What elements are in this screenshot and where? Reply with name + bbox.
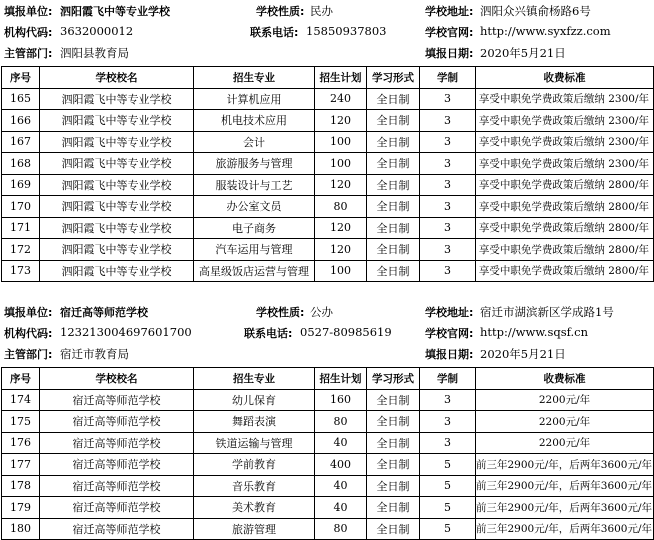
row-plan: 80: [315, 518, 367, 540]
row-major: 计算机应用: [194, 88, 315, 110]
row-major: 高星级饭店运营与管理: [194, 260, 315, 282]
row-no: 178: [2, 475, 40, 497]
row-plan: 120: [315, 217, 367, 239]
dept-label: 主管部门:: [4, 348, 53, 361]
row-school: 宿迁高等师范学校: [40, 432, 194, 454]
row-form: 全日制: [367, 475, 420, 497]
row-fee: 前三年2900元/年，后两年3600元/年: [476, 475, 654, 497]
address-value: 宿迁市湖滨新区学成路1号: [480, 305, 614, 319]
row-major: 电子商务: [194, 217, 315, 239]
row-no: 176: [2, 432, 40, 454]
row-major: 音乐教育: [194, 475, 315, 497]
row-major: 机电技术应用: [194, 110, 315, 132]
row-form: 全日制: [367, 88, 420, 110]
row-major: 旅游服务与管理: [194, 153, 315, 175]
header-form: 学习形式: [367, 368, 420, 390]
table-row: [2, 518, 654, 540]
row-no: 177: [2, 454, 40, 476]
table-row: [2, 475, 654, 497]
header-years: 学制: [420, 67, 476, 89]
code-label: 机构代码:: [4, 327, 53, 340]
table-body-1: [2, 88, 654, 282]
header-school: 学校校名: [40, 368, 194, 390]
header-school: 学校校名: [40, 67, 194, 89]
table-row: [2, 153, 654, 175]
row-school: 宿迁高等师范学校: [40, 454, 194, 476]
header-plan: 招生计划: [315, 67, 367, 89]
row-fee: 享受中职免学费政策后缴纳 2800/年: [476, 239, 654, 261]
header-no: 序号: [2, 368, 40, 390]
dept-value: 宿迁市教育局: [60, 347, 129, 361]
row-fee: 前三年2900元/年，后两年3600元/年: [476, 497, 654, 519]
date-value: 2020年5月21日: [480, 46, 566, 60]
table-row: [2, 389, 654, 411]
table-header-row: [2, 67, 654, 89]
row-plan: 120: [315, 239, 367, 261]
table-row: [2, 217, 654, 239]
website-value: http://www.sqsf.cn: [480, 325, 588, 339]
row-fee: 享受中职免学费政策后缴纳 2800/年: [476, 217, 654, 239]
row-major: 学前教育: [194, 454, 315, 476]
row-school: 泗阳霞飞中等专业学校: [40, 110, 194, 132]
row-plan: 100: [315, 153, 367, 175]
row-form: 全日制: [367, 110, 420, 132]
phone-value: 0527-80985619: [300, 325, 392, 339]
row-no: 175: [2, 411, 40, 433]
row-years: 3: [420, 110, 476, 132]
header-form: 学习形式: [367, 67, 420, 89]
row-fee: 2200元/年: [476, 432, 654, 454]
row-form: 全日制: [367, 217, 420, 239]
row-fee: 前三年2900元/年，后两年3600元/年: [476, 454, 654, 476]
row-plan: 240: [315, 88, 367, 110]
row-form: 全日制: [367, 153, 420, 175]
dept-label: 主管部门:: [4, 47, 53, 60]
row-major: 服装设计与工艺: [194, 174, 315, 196]
row-school: 泗阳霞飞中等专业学校: [40, 153, 194, 175]
row-school: 宿迁高等师范学校: [40, 518, 194, 540]
header-fee: 收费标准: [476, 67, 654, 89]
address-label: 学校地址:: [425, 306, 474, 319]
row-fee: 享受中职免学费政策后缴纳 2800/年: [476, 196, 654, 218]
row-form: 全日制: [367, 131, 420, 153]
row-major: 舞蹈表演: [194, 411, 315, 433]
row-years: 5: [420, 497, 476, 519]
row-major: 幼儿保育: [194, 389, 315, 411]
table-row: [2, 110, 654, 132]
row-fee: 前三年2900元/年，后两年3600元/年: [476, 518, 654, 540]
school-info-1: [0, 0, 654, 66]
row-form: 全日制: [367, 432, 420, 454]
unit-value: 泗阳霞飞中等专业学校: [60, 5, 170, 18]
table-row: [2, 411, 654, 433]
row-no: 165: [2, 88, 40, 110]
table-row: [2, 88, 654, 110]
date-label: 填报日期:: [425, 348, 474, 361]
unit-label: 填报单位:: [4, 5, 53, 18]
unit-value: 宿迁高等师范学校: [60, 306, 148, 319]
enrollment-table-1: [1, 66, 654, 282]
code-label: 机构代码:: [4, 26, 53, 39]
row-no: 168: [2, 153, 40, 175]
header-fee: 收费标准: [476, 368, 654, 390]
row-fee: 享受中职免学费政策后缴纳 2800/年: [476, 260, 654, 282]
row-major: 汽车运用与管理: [194, 239, 315, 261]
unit-label: 填报单位:: [4, 306, 53, 319]
table-row: [2, 260, 654, 282]
table-row: [2, 196, 654, 218]
row-school: 泗阳霞飞中等专业学校: [40, 88, 194, 110]
row-school: 泗阳霞飞中等专业学校: [40, 196, 194, 218]
website-value: http://www.syxfzz.com: [480, 24, 611, 38]
row-form: 全日制: [367, 454, 420, 476]
row-form: 全日制: [367, 497, 420, 519]
row-years: 3: [420, 196, 476, 218]
school-info-2: [0, 301, 654, 367]
header-plan: 招生计划: [315, 368, 367, 390]
row-years: 3: [420, 389, 476, 411]
row-plan: 400: [315, 454, 367, 476]
row-no: 167: [2, 131, 40, 153]
row-plan: 80: [315, 411, 367, 433]
row-no: 173: [2, 260, 40, 282]
row-plan: 80: [315, 196, 367, 218]
row-major: 办公室文员: [194, 196, 315, 218]
row-years: 3: [420, 432, 476, 454]
row-fee: 享受中职免学费政策后缴纳 2300/年: [476, 131, 654, 153]
row-form: 全日制: [367, 389, 420, 411]
table-row: [2, 432, 654, 454]
table-row: [2, 497, 654, 519]
row-plan: 100: [315, 131, 367, 153]
row-form: 全日制: [367, 239, 420, 261]
school-block-2: [0, 301, 654, 540]
row-major: 会计: [194, 131, 315, 153]
row-major: 旅游管理: [194, 518, 315, 540]
row-fee: 享受中职免学费政策后缴纳 2800/年: [476, 174, 654, 196]
nature-label: 学校性质:: [256, 5, 305, 18]
row-no: 180: [2, 518, 40, 540]
nature-value: 民办: [310, 4, 333, 18]
row-form: 全日制: [367, 518, 420, 540]
row-major: 美术教育: [194, 497, 315, 519]
enrollment-table-2: [1, 367, 654, 540]
row-plan: 100: [315, 260, 367, 282]
date-value: 2020年5月21日: [480, 347, 566, 361]
row-no: 179: [2, 497, 40, 519]
table-row: [2, 174, 654, 196]
nature-label: 学校性质:: [256, 306, 305, 319]
row-fee: 享受中职免学费政策后缴纳 2300/年: [476, 88, 654, 110]
row-years: 5: [420, 518, 476, 540]
date-label: 填报日期:: [425, 47, 474, 60]
row-no: 174: [2, 389, 40, 411]
row-plan: 40: [315, 497, 367, 519]
table-header-row: [2, 368, 654, 390]
row-years: 3: [420, 411, 476, 433]
code-value: 3632000012: [60, 24, 134, 38]
row-plan: 120: [315, 174, 367, 196]
header-major: 招生专业: [194, 67, 315, 89]
row-years: 3: [420, 88, 476, 110]
row-no: 172: [2, 239, 40, 261]
row-years: 3: [420, 174, 476, 196]
row-plan: 40: [315, 432, 367, 454]
phone-value: 15850937803: [306, 24, 387, 38]
row-no: 166: [2, 110, 40, 132]
row-school: 泗阳霞飞中等专业学校: [40, 217, 194, 239]
row-no: 171: [2, 217, 40, 239]
table-row: [2, 131, 654, 153]
row-school: 泗阳霞飞中等专业学校: [40, 131, 194, 153]
row-fee: 2200元/年: [476, 389, 654, 411]
row-major: 铁道运输与管理: [194, 432, 315, 454]
code-value: 123213004697601700: [60, 325, 192, 339]
header-no: 序号: [2, 67, 40, 89]
row-school: 宿迁高等师范学校: [40, 411, 194, 433]
row-form: 全日制: [367, 196, 420, 218]
table-body-2: [2, 389, 654, 540]
row-years: 3: [420, 131, 476, 153]
row-form: 全日制: [367, 174, 420, 196]
address-label: 学校地址:: [425, 5, 474, 18]
row-school: 泗阳霞飞中等专业学校: [40, 239, 194, 261]
phone-label: 联系电话:: [244, 327, 293, 340]
row-school: 泗阳霞飞中等专业学校: [40, 174, 194, 196]
row-form: 全日制: [367, 260, 420, 282]
header-major: 招生专业: [194, 368, 315, 390]
row-school: 宿迁高等师范学校: [40, 475, 194, 497]
row-no: 170: [2, 196, 40, 218]
table-row: [2, 239, 654, 261]
row-years: 3: [420, 217, 476, 239]
row-fee: 享受中职免学费政策后缴纳 2300/年: [476, 153, 654, 175]
row-years: 3: [420, 260, 476, 282]
row-plan: 160: [315, 389, 367, 411]
row-school: 宿迁高等师范学校: [40, 497, 194, 519]
row-school: 泗阳霞飞中等专业学校: [40, 260, 194, 282]
header-years: 学制: [420, 368, 476, 390]
row-no: 169: [2, 174, 40, 196]
row-fee: 2200元/年: [476, 411, 654, 433]
row-school: 宿迁高等师范学校: [40, 389, 194, 411]
row-form: 全日制: [367, 411, 420, 433]
website-label: 学校官网:: [425, 26, 474, 39]
dept-value: 泗阳县教育局: [60, 46, 129, 60]
row-years: 3: [420, 239, 476, 261]
row-plan: 120: [315, 110, 367, 132]
row-years: 5: [420, 454, 476, 476]
table-row: [2, 454, 654, 476]
row-years: 5: [420, 475, 476, 497]
phone-label: 联系电话:: [250, 26, 299, 39]
address-value: 泗阳众兴镇俞杨路6号: [480, 4, 591, 18]
website-label: 学校官网:: [425, 327, 474, 340]
row-plan: 40: [315, 475, 367, 497]
row-years: 3: [420, 153, 476, 175]
nature-value: 公办: [310, 305, 333, 319]
row-fee: 享受中职免学费政策后缴纳 2300/年: [476, 110, 654, 132]
